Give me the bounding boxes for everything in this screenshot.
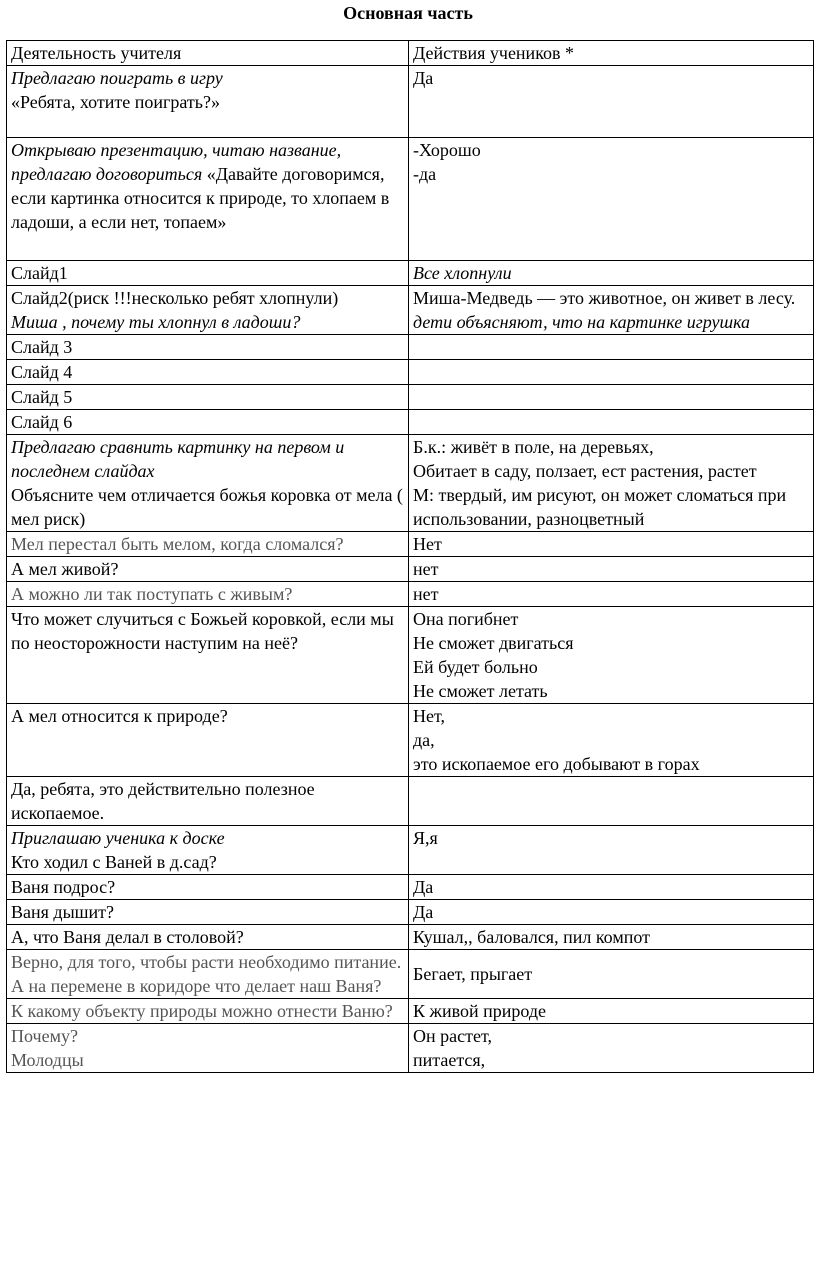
student-cell: Да (409, 875, 814, 900)
student-cell (409, 607, 814, 704)
student-cell: Кушал,, баловался, пил компот (409, 925, 814, 950)
teacher-italic: Миша , почему ты хлопнул в ладоши? (11, 312, 301, 332)
student-line: Не сможет двигаться (413, 633, 574, 653)
student-cell (409, 1024, 814, 1073)
student-line: это ископаемое его добывают в горах (413, 754, 700, 774)
teacher-italic: Приглашаю ученика к доске (11, 828, 225, 848)
teacher-cell: Что может случиться с Божьей коровкой, если мы по неосторожности наступим на неё? (7, 607, 409, 704)
student-line: Он растет, (413, 1026, 492, 1046)
student-line: Не сможет летать (413, 681, 548, 701)
student-cell: Я,я (409, 826, 814, 875)
student-cell (409, 410, 814, 435)
teacher-text: Почему? (11, 1026, 78, 1046)
table-row (7, 826, 814, 875)
teacher-cell: Слайд 5 (7, 385, 409, 410)
student-cell: Нет (409, 532, 814, 557)
teacher-text: Молодцы (11, 1050, 84, 1070)
table-row (7, 875, 814, 900)
teacher-cell (7, 826, 409, 875)
teacher-cell (7, 950, 409, 999)
student-line: -Хорошо (413, 140, 481, 160)
student-cell: нет (409, 557, 814, 582)
student-cell (409, 704, 814, 777)
table-row (7, 335, 814, 360)
teacher-cell: Слайд1 (7, 261, 409, 286)
teacher-cell: Слайд 6 (7, 410, 409, 435)
student-cell (409, 385, 814, 410)
table-row (7, 925, 814, 950)
teacher-text: Слайд2(риск !!!несколько ребят хлопнули) (11, 288, 339, 308)
table-row (7, 532, 814, 557)
teacher-text: «Давайте договоримся, если картинка относится к природе, то хлопаем в ладоши, а если нет, топаем» (11, 164, 390, 232)
student-line: Обитает в саду, ползает, ест растения, растет (413, 461, 757, 481)
teacher-text: Объясните чем отличается божья коровка от мела ( мел риск) (11, 485, 403, 529)
student-cell: Все хлопнули (409, 261, 814, 286)
student-line: -да (413, 164, 437, 184)
student-line: Она погибнет (413, 609, 519, 629)
student-line: да, (413, 730, 435, 750)
teacher-italic: Открываю презентацию, читаю название, предлагаю договориться (11, 140, 342, 184)
teacher-cell: Ваня подрос? (7, 875, 409, 900)
teacher-cell: Слайд 4 (7, 360, 409, 385)
table-header-row (7, 41, 814, 66)
teacher-cell: Слайд 3 (7, 335, 409, 360)
student-italic: дети объясняют, что на картинке игрушка (413, 312, 751, 332)
teacher-text: Кто ходил с Ваней в д.сад? (11, 852, 217, 872)
student-line: Ей будет больно (413, 657, 538, 677)
teacher-cell: Ваня дышит? (7, 900, 409, 925)
student-cell: Бегает, прыгает (409, 950, 814, 999)
table-row (7, 950, 814, 999)
table-row (7, 410, 814, 435)
student-cell (409, 335, 814, 360)
table-row (7, 999, 814, 1024)
student-cell (409, 360, 814, 385)
teacher-italic: Предлагаю поиграть в игру (11, 68, 223, 88)
header-students: Действия учеников * (409, 41, 814, 66)
teacher-cell: А, что Ваня делал в столовой? (7, 925, 409, 950)
student-line: питается, (413, 1050, 486, 1070)
lesson-table (6, 40, 814, 1073)
teacher-cell (7, 1024, 409, 1073)
student-cell: Да (409, 66, 814, 138)
table-row (7, 66, 814, 138)
table-row (7, 900, 814, 925)
teacher-text: А на перемене в коридоре что делает наш Ваня? (11, 976, 382, 996)
teacher-text: «Ребята, хотите поиграть?» (11, 92, 220, 112)
teacher-cell: К какому объекту природы можно отнести Ваню? (7, 999, 409, 1024)
table-row (7, 286, 814, 335)
student-cell (409, 435, 814, 532)
student-line: Нет, (413, 706, 446, 726)
student-line: Миша-Медведь — это животное, он живет в лесу. (413, 288, 796, 308)
student-cell (409, 138, 814, 261)
table-row (7, 360, 814, 385)
teacher-cell: А мел относится к природе? (7, 704, 409, 777)
table-row (7, 704, 814, 777)
teacher-cell (7, 138, 409, 261)
table-row (7, 1024, 814, 1073)
table-row (7, 557, 814, 582)
teacher-cell (7, 286, 409, 335)
teacher-cell (7, 66, 409, 138)
student-line: М: твердый, им рисуют, он может сломаться при использовании, разноцветный (413, 485, 787, 529)
teacher-cell: Да, ребята, это действительно полезное ископаемое. (7, 777, 409, 826)
student-cell (409, 286, 814, 335)
table-row (7, 582, 814, 607)
teacher-text: Верно, для того, чтобы расти необходимо питание. (11, 952, 402, 972)
table-row (7, 607, 814, 704)
student-line: Б.к.: живёт в поле, на деревьях, (413, 437, 654, 457)
teacher-cell: А можно ли так поступать с живым? (7, 582, 409, 607)
teacher-cell: Мел перестал быть мелом, когда сломался? (7, 532, 409, 557)
student-cell: нет (409, 582, 814, 607)
teacher-cell: А мел живой? (7, 557, 409, 582)
table-row (7, 435, 814, 532)
student-cell (409, 777, 814, 826)
header-teacher: Деятельность учителя (7, 41, 409, 66)
table-row (7, 777, 814, 826)
student-cell: Да (409, 900, 814, 925)
page-title: Основная часть (343, 3, 473, 23)
teacher-italic: Предлагаю сравнить картинку на первом и последнем слайдах (11, 437, 345, 481)
student-cell: К живой природе (409, 999, 814, 1024)
table-row (7, 138, 814, 261)
table-row (7, 385, 814, 410)
table-row (7, 261, 814, 286)
teacher-cell (7, 435, 409, 532)
